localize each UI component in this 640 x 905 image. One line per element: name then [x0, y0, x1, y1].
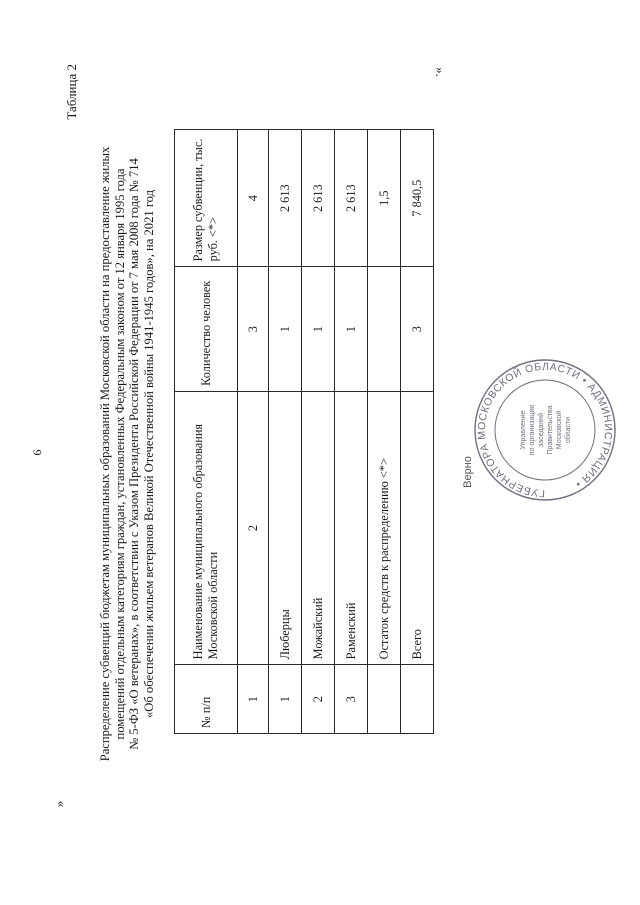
- header-number: № п/п: [175, 665, 238, 734]
- row-number: 3: [335, 665, 368, 734]
- header-municipality: Наименование муниципального образования Московской области: [175, 391, 238, 664]
- heading-line: помещений отдельным категориям граждан, установленных Федеральным законом от 12 января 1995 года: [112, 168, 127, 740]
- table-row-total: [401, 130, 434, 734]
- closing-quote: ».: [432, 67, 448, 77]
- table-index-row: [238, 130, 269, 734]
- table-row: [302, 130, 335, 734]
- row-municipality: Люберцы: [269, 391, 302, 664]
- seal-center-line: Управление: [520, 410, 527, 450]
- row-number: [368, 665, 401, 734]
- row-count: 3: [401, 267, 434, 391]
- row-count: 1: [302, 267, 335, 391]
- index-cell: 2: [238, 391, 269, 664]
- row-municipality: Остаток средств к распределению <*>: [368, 391, 401, 664]
- row-municipality: Раменский: [335, 391, 368, 664]
- row-amount: 1,5: [368, 130, 401, 267]
- header-people-count: Количество человек: [175, 267, 238, 391]
- heading-line: «Об обеспечении жильем ветеранов Великой Отечественной войны 1941-1945 годов», на 2021 год: [141, 189, 156, 719]
- table-row: [335, 130, 368, 734]
- seal-ring-text: ГУБЕРНАТОРА МОСКОВСКОЙ ОБЛАСТИ • АДМИНИСТРАЦИЯ •: [475, 360, 615, 500]
- seal-center-line: Московской: [556, 410, 563, 450]
- row-count: 1: [335, 267, 368, 391]
- row-number: 1: [269, 665, 302, 734]
- index-cell: 3: [238, 267, 269, 391]
- row-count: 1: [269, 267, 302, 391]
- row-municipality: Можайский: [302, 391, 335, 664]
- index-cell: 1: [238, 665, 269, 734]
- opening-quote: «: [54, 800, 70, 808]
- row-count: [368, 267, 401, 391]
- row-amount: 2 613: [335, 130, 368, 267]
- subsidy-table: [174, 129, 434, 734]
- verify-stamp-word: Верно: [461, 456, 474, 488]
- row-municipality: Всего: [401, 391, 434, 664]
- table-row-remainder: [368, 130, 401, 734]
- row-amount: 7 840,5: [401, 130, 434, 267]
- official-seal: [470, 355, 620, 505]
- row-number: [401, 665, 434, 734]
- heading-line: Распределение субвенций бюджетам муниципальных образований Московской области на предоставление жилых: [98, 146, 112, 762]
- page-number: 9: [30, 449, 45, 456]
- row-amount: 2 613: [269, 130, 302, 267]
- table-header-row: [175, 130, 238, 734]
- table-row: [269, 130, 302, 734]
- row-amount: 2 613: [302, 130, 335, 267]
- index-cell: 4: [238, 130, 269, 267]
- header-subsidy-amount: Размер субвенции, тыс. руб. <*>: [175, 130, 238, 267]
- document-heading: [98, 64, 156, 844]
- seal-center-line: Правительства: [547, 405, 554, 455]
- heading-line: № 5-ФЗ «О ветеранах», в соответствии с Указом Президента Российской Федерации от 7 мая 2008 года № 714: [127, 158, 142, 750]
- seal-center-line: области: [565, 416, 572, 444]
- seal-center-line: по организации: [529, 404, 536, 456]
- table-label: Таблица 2: [64, 64, 79, 120]
- seal-center-line: заседаний: [538, 412, 545, 448]
- row-number: 2: [302, 665, 335, 734]
